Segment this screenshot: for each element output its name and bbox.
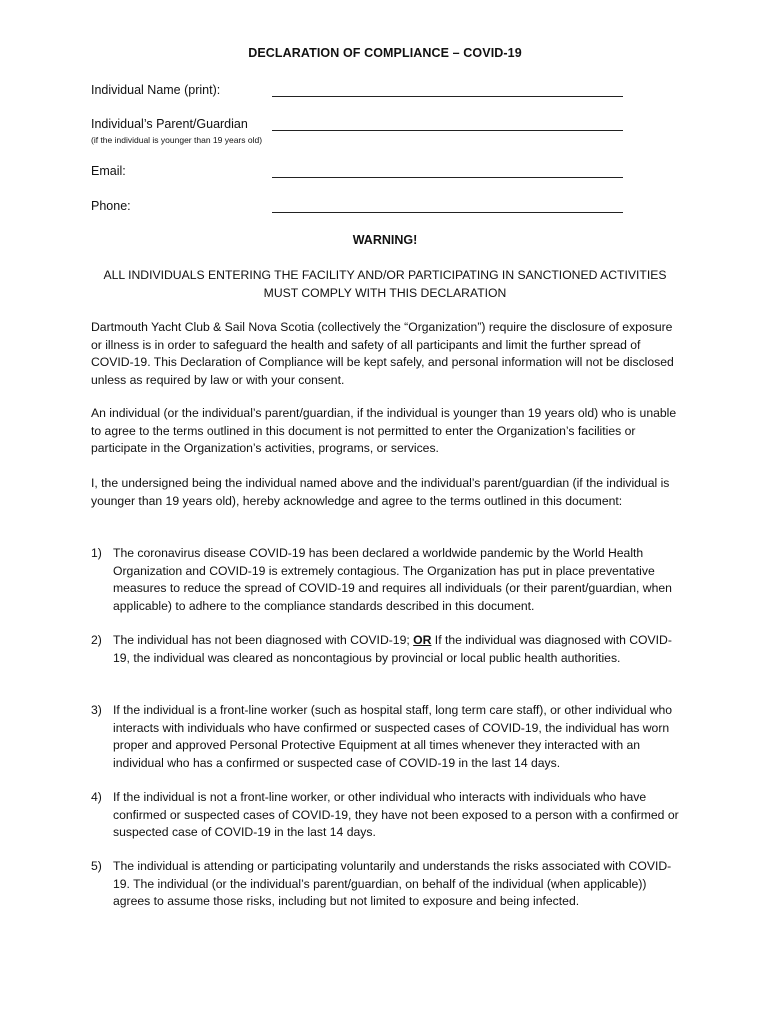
list-item-number: 5) bbox=[91, 859, 102, 873]
list-item bbox=[91, 858, 683, 911]
list-item-number: 1) bbox=[91, 546, 102, 560]
individual-name-line[interactable] bbox=[272, 96, 623, 97]
list-item-number: 2) bbox=[91, 633, 102, 647]
list-item bbox=[91, 545, 683, 615]
list-item bbox=[91, 702, 683, 772]
phone-line[interactable] bbox=[272, 212, 623, 213]
email-label: Email: bbox=[91, 164, 126, 178]
or-emphasis: OR bbox=[413, 633, 432, 647]
email-line[interactable] bbox=[272, 177, 623, 178]
list-item bbox=[91, 632, 683, 667]
document-title: DECLARATION OF COMPLIANCE – COVID-19 bbox=[248, 46, 522, 60]
list-item-text: If the individual is not a front-line worker, or other individual who interacts with individuals who have confirmed or suspected cases of COVID-19, they have not been exposed to a person with a confirmed or suspected case of COVID-19 in the last 14 days. bbox=[113, 790, 679, 839]
parent-guardian-note: (if the individual is younger than 19 years old) bbox=[91, 135, 263, 145]
list-item bbox=[91, 789, 683, 842]
list-item-number: 4) bbox=[91, 790, 102, 804]
acknowledgement-paragraph: I, the undersigned being the individual named above and the individual’s parent/guardian (if the individual is younger than 19 years old), hereby acknowledge and agree to the terms outlined in this document: bbox=[91, 476, 670, 508]
organization-paragraph: Dartmouth Yacht Club & Sail Nova Scotia (collectively the “Organization”) require the disclosure of exposure or illness is in order to safeguard the health and safety of all participants and limit the further spread of COVID-19. This Declaration of Compliance will be kept safely, and personal information will not be disclosed unless as required by law or with your consent. bbox=[91, 320, 674, 387]
list-item-text: If the individual is a front-line worker (such as hospital staff, long term care staff), or other individual who interacts with individuals who have confirmed or suspected cases of COVID-19, the individual has worn proper and approved Personal Protective Equipment at all times whenever they interacted with an individual who has a confirmed or suspected case of COVID-19 in the last 14 days. bbox=[113, 703, 673, 770]
list-item-text-part: If the individual was diagnosed with COVID-19, the individual was cleared as noncontagious by provincial or local public health authorities. bbox=[113, 633, 672, 665]
compliance-notice: ALL INDIVIDUALS ENTERING THE FACILITY AND/OR PARTICIPATING IN SANCTIONED ACTIVITIES MUST COMPLY WITH THIS DECLARATION bbox=[103, 268, 667, 300]
permission-paragraph: An individual (or the individual’s parent/guardian, if the individual is younger than 19 years old) who is unable to agree to the terms outlined in this document is not permitted to enter the Organization’s facilities or participate in the Organization’s activities, programs, or services. bbox=[91, 406, 677, 455]
phone-label: Phone: bbox=[91, 199, 131, 213]
individual-name-label: Individual Name (print): bbox=[91, 83, 221, 97]
parent-guardian-label: Individual’s Parent/Guardian bbox=[91, 117, 248, 131]
list-item-text bbox=[113, 632, 683, 667]
list-item-number: 3) bbox=[91, 703, 102, 717]
warning-heading: WARNING! bbox=[352, 233, 418, 247]
list-item-text: The coronavirus disease COVID-19 has been declared a worldwide pandemic by the World Health Organization and COVID-19 is extremely contagious. The Organization has put in place preventative measures to reduce the spread of COVID-19 and requires all individuals (or their parent/guardian, when applicable) to adhere to the compliance standards described in this document. bbox=[113, 546, 672, 613]
list-item-text: The individual is attending or participating voluntarily and understands the risks associated with COVID-19. The individual (or the individual’s parent/guardian, on behalf of the individual (when applicable)) agrees to assume those risks, including but not limited to exposure and being infected. bbox=[113, 859, 672, 908]
list-item-text-part: The individual has not been diagnosed with COVID-19; bbox=[113, 633, 414, 647]
parent-guardian-line[interactable] bbox=[272, 130, 623, 131]
